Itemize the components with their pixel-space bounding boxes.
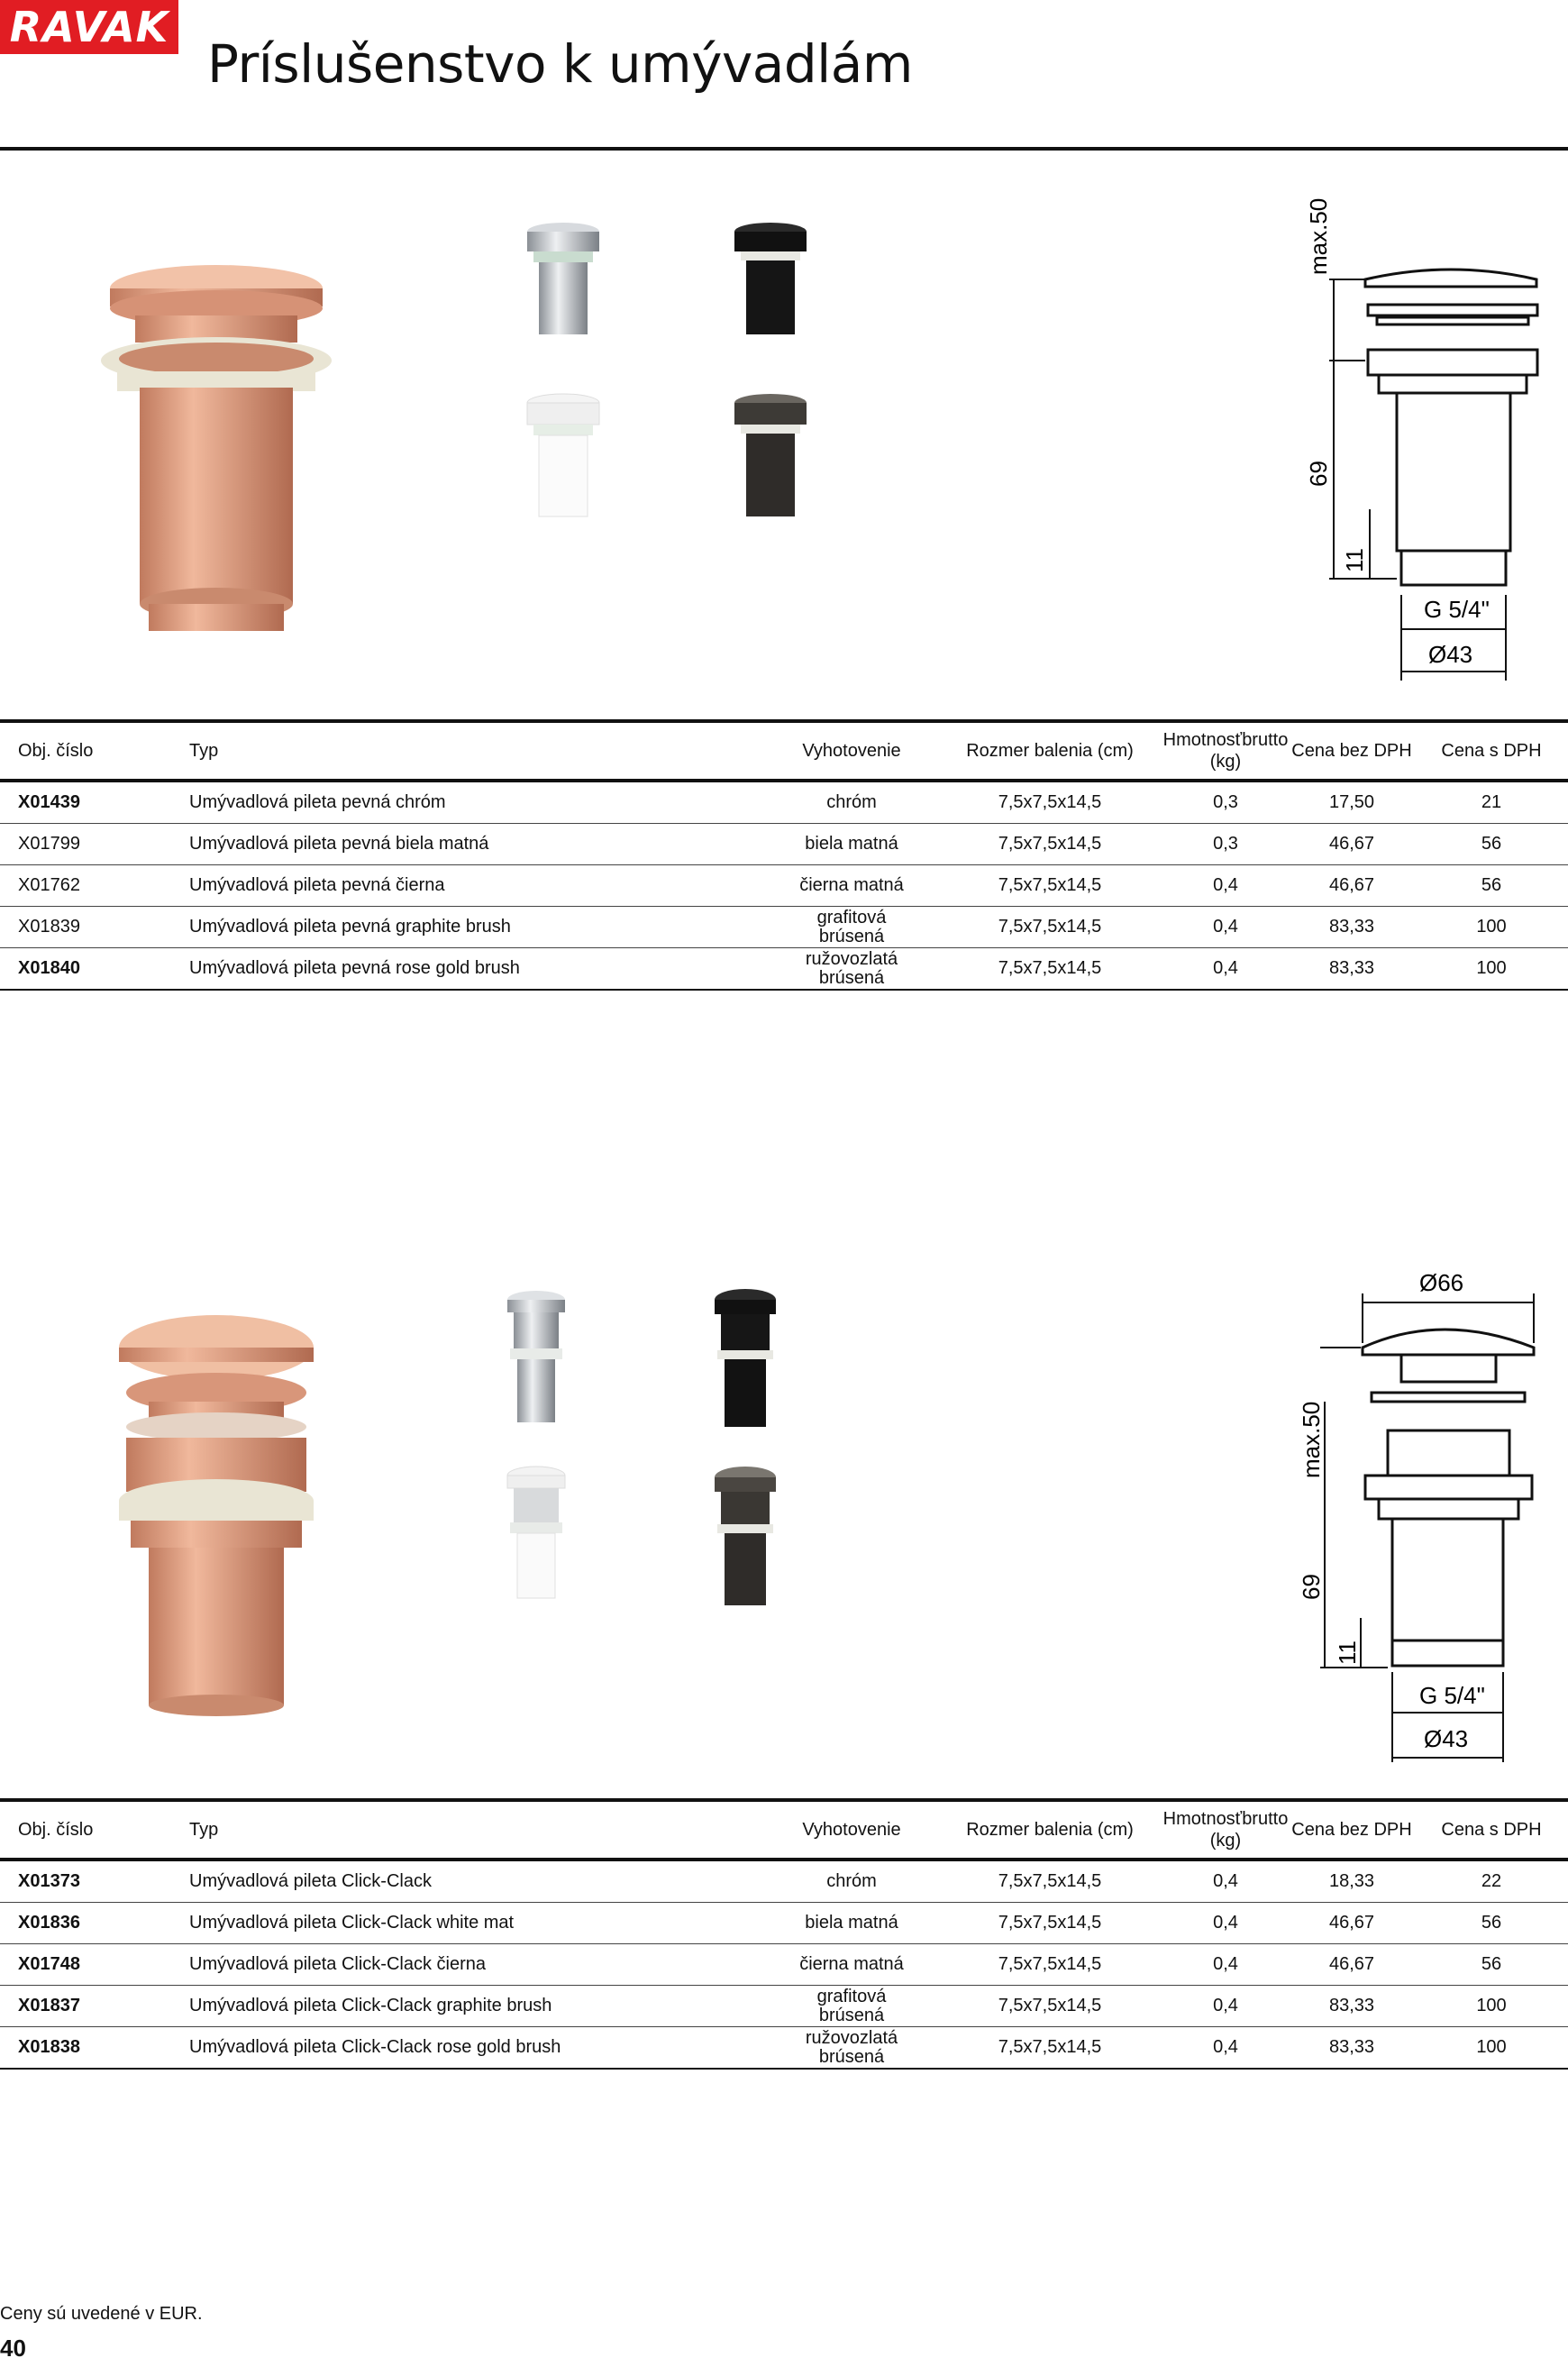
col-price-inc: Cena s DPH <box>1415 721 1568 781</box>
price-incl-vat: 21 <box>1415 781 1568 824</box>
price-excl-vat: 46,67 <box>1289 824 1415 865</box>
price-excl-vat: 46,67 <box>1289 1903 1415 1944</box>
package-size: 7,5x7,5x14,5 <box>937 948 1162 991</box>
gross-weight: 0,4 <box>1162 1986 1289 2027</box>
dim-69: 69 <box>1305 461 1332 487</box>
col-price-ex: Cena bez DPH <box>1289 721 1415 781</box>
white-waste-photo <box>523 392 604 527</box>
package-size: 7,5x7,5x14,5 <box>937 1860 1162 1903</box>
product-type: Umývadlová pileta pevná graphite brush <box>171 907 766 948</box>
table-header-row <box>0 1800 1568 1860</box>
product-finish <box>766 1986 937 2027</box>
price-incl-vat: 56 <box>1415 1944 1568 1986</box>
product-type: Umývadlová pileta Click-Clack čierna <box>171 1944 766 1986</box>
table-row <box>0 781 1568 824</box>
dim-max50: max.50 <box>1305 197 1332 275</box>
package-size: 7,5x7,5x14,5 <box>937 1944 1162 1986</box>
black-click-clack-photo <box>712 1287 779 1431</box>
product-type: Umývadlová pileta pevná chróm <box>171 781 766 824</box>
product-code: X01799 <box>0 824 171 865</box>
product-code: X01839 <box>0 907 171 948</box>
title-divider <box>0 147 1568 151</box>
col-finish: Vyhotovenie <box>766 1800 937 1860</box>
product-type: Umývadlová pileta Click-Clack white mat <box>171 1903 766 1944</box>
table-row <box>0 1986 1568 2027</box>
table-header-row <box>0 721 1568 781</box>
col-weight: Hmotnosťbrutto (kg) <box>1162 1800 1289 1860</box>
finish-line: brúsená <box>818 2005 885 2025</box>
product-type: Umývadlová pileta Click-Clack graphite brush <box>171 1986 766 2027</box>
package-size: 7,5x7,5x14,5 <box>937 865 1162 907</box>
price-excl-vat: 83,33 <box>1289 1986 1415 2027</box>
product-finish <box>766 2027 937 2070</box>
price-excl-vat: 83,33 <box>1289 2027 1415 2070</box>
finish-line: grafitová <box>816 1986 887 2006</box>
price-incl-vat: 100 <box>1415 1986 1568 2027</box>
dim-g54: G 5/4" <box>1419 1682 1485 1709</box>
price-incl-vat: 56 <box>1415 1903 1568 1944</box>
gross-weight: 0,4 <box>1162 2027 1289 2070</box>
product-code: X01840 <box>0 948 171 991</box>
product-type: Umývadlová pileta Click-Clack rose gold brush <box>171 2027 766 2070</box>
price-incl-vat: 22 <box>1415 1860 1568 1903</box>
finish-line: čierna matná <box>799 875 904 895</box>
table-row <box>0 907 1568 948</box>
dim-69: 69 <box>1298 1574 1325 1600</box>
gross-weight: 0,3 <box>1162 824 1289 865</box>
product-type: Umývadlová pileta pevná biela matná <box>171 824 766 865</box>
table-row <box>0 2027 1568 2070</box>
product-finish <box>766 824 937 865</box>
price-excl-vat: 18,33 <box>1289 1860 1415 1903</box>
click-clack-dimension-drawing <box>1253 1257 1568 1771</box>
product-type: Umývadlová pileta Click-Clack <box>171 1860 766 1903</box>
chrome-waste-photo <box>523 221 604 343</box>
table-row <box>0 1903 1568 1944</box>
page-title: Príslušenstvo k umývadlám <box>207 32 913 95</box>
package-size: 7,5x7,5x14,5 <box>937 781 1162 824</box>
product-finish <box>766 948 937 991</box>
price-incl-vat: 100 <box>1415 2027 1568 2070</box>
product-finish <box>766 1944 937 1986</box>
product-finish <box>766 1860 937 1903</box>
chrome-click-clack-photo <box>505 1289 568 1429</box>
price-incl-vat: 100 <box>1415 948 1568 991</box>
table-row <box>0 1944 1568 1986</box>
col-price-ex: Cena bez DPH <box>1289 1800 1415 1860</box>
rose-gold-click-clack-photo <box>108 1311 324 1722</box>
dim-g54: G 5/4" <box>1424 596 1490 623</box>
finish-line: brúsená <box>818 926 885 946</box>
table-row <box>0 865 1568 907</box>
finish-line: chróm <box>826 1871 877 1891</box>
ravak-logo: RAVAK <box>0 0 178 54</box>
finish-line: brúsená <box>818 2046 885 2067</box>
product-code: X01838 <box>0 2027 171 2070</box>
black-waste-photo <box>730 221 811 343</box>
fixed-waste-table <box>0 719 1568 991</box>
fixed-waste-dimension-drawing <box>1244 189 1568 703</box>
dim-11: 11 <box>1341 548 1368 572</box>
click-clack-table <box>0 1798 1568 2070</box>
table-row <box>0 824 1568 865</box>
price-excl-vat: 17,50 <box>1289 781 1415 824</box>
dim-11: 11 <box>1334 1640 1361 1665</box>
graphite-waste-photo <box>730 392 811 527</box>
currency-note: Ceny sú uvedené v EUR. <box>0 2304 203 2324</box>
product-type: Umývadlová pileta pevná rose gold brush <box>171 948 766 991</box>
graphite-click-clack-photo <box>712 1465 779 1609</box>
product-code: X01837 <box>0 1986 171 2027</box>
gross-weight: 0,4 <box>1162 948 1289 991</box>
package-size: 7,5x7,5x14,5 <box>937 907 1162 948</box>
product-type: Umývadlová pileta pevná čierna <box>171 865 766 907</box>
col-type: Typ <box>171 721 766 781</box>
product-code: X01439 <box>0 781 171 824</box>
finish-line: ružovozlatá <box>805 2027 898 2048</box>
gross-weight: 0,4 <box>1162 1860 1289 1903</box>
dim-d43: Ø43 <box>1424 1725 1469 1752</box>
finish-line: biela matná <box>805 1913 898 1933</box>
package-size: 7,5x7,5x14,5 <box>937 1903 1162 1944</box>
gross-weight: 0,4 <box>1162 1944 1289 1986</box>
col-weight: Hmotnosťbrutto (kg) <box>1162 721 1289 781</box>
price-excl-vat: 46,67 <box>1289 1944 1415 1986</box>
white-click-clack-photo <box>505 1465 568 1604</box>
product-finish <box>766 907 937 948</box>
finish-line: čierna matná <box>799 1954 904 1974</box>
package-size: 7,5x7,5x14,5 <box>937 2027 1162 2070</box>
dim-d66: Ø66 <box>1419 1269 1464 1296</box>
package-size: 7,5x7,5x14,5 <box>937 824 1162 865</box>
table-row <box>0 1860 1568 1903</box>
finish-line: biela matná <box>805 834 898 854</box>
table-row <box>0 948 1568 991</box>
price-excl-vat: 46,67 <box>1289 865 1415 907</box>
page-number: 40 <box>0 2335 26 2362</box>
gross-weight: 0,3 <box>1162 781 1289 824</box>
finish-line: ružovozlatá <box>805 948 898 969</box>
finish-line: grafitová <box>816 907 887 928</box>
finish-line: brúsená <box>818 967 885 988</box>
dim-max50: max.50 <box>1298 1401 1325 1478</box>
col-code: Obj. číslo <box>0 1800 171 1860</box>
col-type: Typ <box>171 1800 766 1860</box>
gross-weight: 0,4 <box>1162 865 1289 907</box>
col-finish: Vyhotovenie <box>766 721 937 781</box>
product-code: X01373 <box>0 1860 171 1903</box>
col-size: Rozmer balenia (cm) <box>937 721 1162 781</box>
product-finish <box>766 1903 937 1944</box>
product-finish <box>766 781 937 824</box>
price-excl-vat: 83,33 <box>1289 907 1415 948</box>
dim-d43: Ø43 <box>1428 641 1473 668</box>
rose-gold-waste-photo <box>99 261 333 649</box>
price-incl-vat: 56 <box>1415 824 1568 865</box>
gross-weight: 0,4 <box>1162 907 1289 948</box>
product-finish <box>766 865 937 907</box>
package-size: 7,5x7,5x14,5 <box>937 1986 1162 2027</box>
price-excl-vat: 83,33 <box>1289 948 1415 991</box>
finish-line: chróm <box>826 792 877 812</box>
product-code: X01748 <box>0 1944 171 1986</box>
col-size: Rozmer balenia (cm) <box>937 1800 1162 1860</box>
price-incl-vat: 100 <box>1415 907 1568 948</box>
gross-weight: 0,4 <box>1162 1903 1289 1944</box>
col-price-inc: Cena s DPH <box>1415 1800 1568 1860</box>
col-code: Obj. číslo <box>0 721 171 781</box>
price-incl-vat: 56 <box>1415 865 1568 907</box>
product-code: X01836 <box>0 1903 171 1944</box>
product-code: X01762 <box>0 865 171 907</box>
